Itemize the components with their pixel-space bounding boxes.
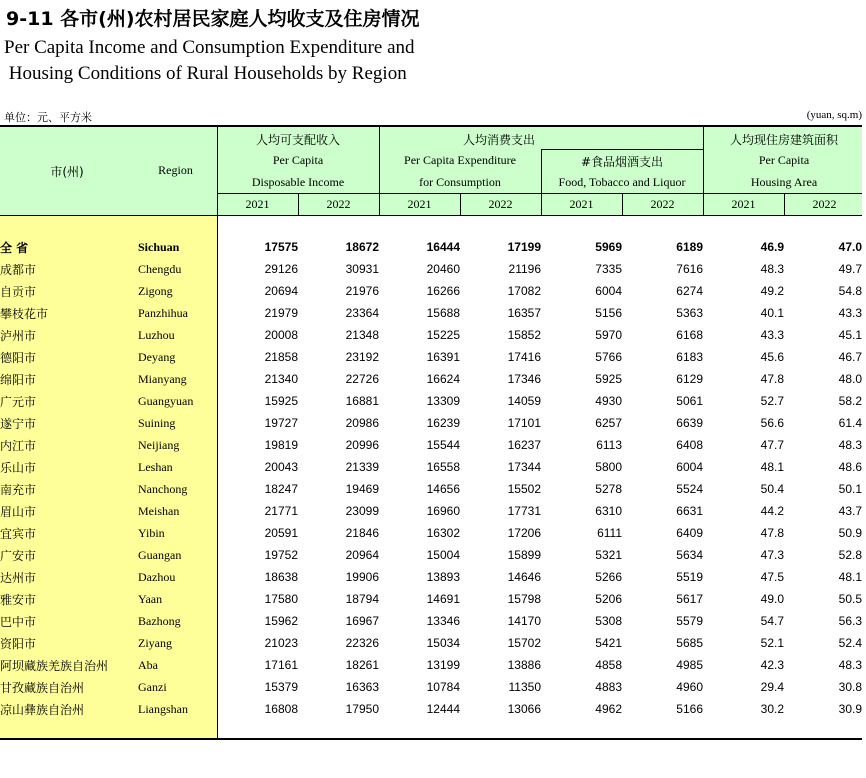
table-row [0,412,862,434]
region-name-chinese: 南充市 [0,482,37,497]
header-income-chinese: 人均可支配收入 [255,133,340,147]
cell-income-2022: 21846 [345,526,379,540]
cell-income-2021: 21858 [264,350,298,364]
cell-income-2022: 18794 [345,592,379,606]
table-row [0,544,862,566]
cell-income-2021: 20694 [264,284,298,298]
table-row [0,258,862,280]
region-name-english: Liangshan [138,701,188,716]
cell-housing-2022: 52.4 [838,636,862,650]
header-rule-food [541,149,703,150]
cell-food-2022: 5685 [676,636,703,650]
cell-food-2022: 6183 [676,350,703,364]
cell-consumption-2022: 15702 [507,636,541,650]
table-row [0,676,862,698]
cell-food-2021: 5766 [595,350,622,364]
cell-food-2021: 5970 [595,328,622,342]
header-housing-english-2: Housing Area [750,175,818,189]
cell-income-2021: 15379 [264,680,298,694]
cell-consumption-2022: 17082 [507,284,541,298]
cell-food-2021: 7335 [595,262,622,276]
header-income-english-1: Per Capita [272,153,324,167]
cell-food-2022: 4960 [676,680,703,694]
cell-consumption-2021: 16624 [426,372,460,386]
region-name-chinese: 乐山市 [0,460,37,475]
cell-consumption-2022: 14646 [507,570,541,584]
region-name-english: Mianyang [138,371,187,386]
cell-consumption-2022: 15798 [507,592,541,606]
cell-income-2022: 22726 [345,372,379,386]
region-name-english: Chengdu [138,261,182,276]
header-housing-english-1: Per Capita [758,153,810,167]
cell-income-2021: 20043 [264,460,298,474]
cell-income-2022: 16881 [345,394,379,408]
cell-income-2022: 16967 [345,614,379,628]
cell-housing-2022: 61.4 [838,416,862,430]
cell-income-2022: 17950 [345,702,379,716]
cell-housing-2021: 56.6 [760,416,784,430]
region-name-chinese: 巴中市 [0,614,37,629]
table-row [0,522,862,544]
region-name-chinese: 眉山市 [0,504,37,519]
cell-consumption-2021: 16558 [426,460,460,474]
region-name-english: Yibin [138,525,165,540]
cell-housing-2021: 47.5 [760,570,784,584]
cell-consumption-2022: 17416 [507,350,541,364]
table-title-english-line2: Housing Conditions of Rural Households by Region [4,63,407,84]
cell-food-2021: 4930 [595,394,622,408]
cell-income-2022: 19469 [345,482,379,496]
header-year-consumption-2021: 2021 [407,197,432,211]
cell-food-2022: 5061 [676,394,703,408]
cell-food-2022: 6409 [676,526,703,540]
region-name-chinese: 攀枝花市 [0,306,49,321]
cell-income-2021: 17575 [264,240,298,254]
header-consumption-chinese: 人均消费支出 [462,133,535,147]
cell-housing-2022: 45.1 [838,328,862,342]
cell-housing-2022: 46.7 [838,350,862,364]
region-name-english: Meishan [138,503,180,518]
cell-income-2021: 20008 [264,328,298,342]
cell-consumption-2021: 14656 [426,482,460,496]
cell-housing-2022: 48.3 [838,438,862,452]
cell-food-2022: 6004 [676,460,703,474]
cell-consumption-2021: 15034 [426,636,460,650]
cell-food-2021: 6310 [595,504,622,518]
unit-label-chinese: 单位：元、平方米 [4,111,92,124]
cell-food-2022: 7616 [676,262,703,276]
table-row [0,478,862,500]
region-name-chinese: 成都市 [0,262,37,277]
cell-income-2022: 20964 [345,548,379,562]
region-name-chinese: 阿坝藏族羌族自治州 [0,658,109,673]
cell-income-2021: 20591 [264,526,298,540]
cell-housing-2021: 40.1 [760,306,784,320]
table-row-total [0,236,862,258]
cell-income-2021: 21023 [264,636,298,650]
cell-housing-2022: 50.9 [838,526,862,540]
region-name-chinese: 资阳市 [0,636,37,651]
cell-food-2021: 6257 [595,416,622,430]
cell-income-2022: 20986 [345,416,379,430]
cell-consumption-2022: 17346 [507,372,541,386]
cell-housing-2022: 48.3 [838,658,862,672]
region-name-chinese: 雅安市 [0,592,37,607]
cell-food-2021: 5266 [595,570,622,584]
header-city-chinese: 市(州) [50,165,84,179]
cell-food-2021: 6113 [596,438,622,452]
table-row [0,632,862,654]
region-name-english: Yaan [138,591,163,606]
cell-consumption-2021: 16391 [426,350,460,364]
cell-housing-2021: 49.2 [760,284,784,298]
cell-consumption-2021: 14691 [426,592,460,606]
cell-food-2021: 4858 [595,658,622,672]
cell-food-2022: 5524 [676,482,703,496]
header-housing-chinese: 人均现住房建筑面积 [729,133,838,147]
cell-consumption-2022: 15852 [507,328,541,342]
header-year-housing-2022: 2022 [812,197,837,211]
cell-food-2021: 6111 [597,526,622,540]
cell-housing-2022: 56.3 [838,614,862,628]
cell-consumption-2022: 16237 [507,438,541,452]
cell-consumption-2021: 16266 [426,284,460,298]
header-year-consumption-2022: 2022 [488,197,513,211]
cell-housing-2021: 48.1 [760,460,784,474]
region-name-english: Luzhou [138,327,175,342]
cell-income-2022: 23192 [345,350,379,364]
header-year-food-2021: 2021 [569,197,594,211]
region-name-english: Nanchong [138,481,188,496]
cell-food-2022: 6639 [676,416,703,430]
cell-food-2022: 6631 [676,504,703,518]
cell-housing-2021: 47.8 [760,526,784,540]
cell-food-2021: 5969 [595,240,622,254]
cell-income-2022: 16363 [345,680,379,694]
cell-consumption-2021: 15544 [426,438,460,452]
table-row [0,302,862,324]
cell-housing-2022: 48.6 [838,460,862,474]
cell-housing-2021: 46.9 [760,240,784,254]
table-row [0,456,862,478]
cell-consumption-2021: 13346 [426,614,460,628]
region-name-english: Dazhou [138,569,176,584]
cell-housing-2021: 44.2 [760,504,784,518]
cell-food-2022: 5579 [676,614,703,628]
region-name-english: Aba [138,657,158,672]
cell-housing-2021: 29.4 [760,680,784,694]
cell-food-2022: 5363 [676,306,703,320]
cell-income-2021: 15962 [264,614,298,628]
cell-consumption-2022: 17731 [507,504,541,518]
region-name-chinese: 泸州市 [0,328,37,343]
cell-consumption-2022: 14059 [507,394,541,408]
cell-food-2021: 5206 [595,592,622,606]
table-title-chinese: 9-11 各市(州)农村居民家庭人均收支及住房情况 [6,8,420,30]
region-name-chinese: 自贡市 [0,284,37,299]
cell-housing-2021: 30.2 [760,702,784,716]
region-name-chinese: 甘孜藏族自治州 [0,680,85,695]
region-name-english: Sichuan [138,239,180,254]
header-year-housing-2021: 2021 [731,197,756,211]
table-row [0,368,862,390]
region-name-english: Bazhong [138,613,181,628]
cell-income-2022: 18261 [345,658,379,672]
cell-food-2021: 5308 [595,614,622,628]
cell-housing-2021: 50.4 [760,482,784,496]
region-name-english: Leshan [138,459,173,474]
cell-consumption-2022: 11350 [508,680,541,694]
cell-food-2022: 6168 [676,328,703,342]
region-name-chinese: 德阳市 [0,350,37,365]
cell-consumption-2021: 13893 [426,570,460,584]
cell-income-2021: 21340 [264,372,298,386]
cell-consumption-2021: 16444 [426,240,460,254]
table-row [0,654,862,676]
cell-consumption-2022: 14170 [507,614,541,628]
cell-food-2021: 4962 [595,702,622,716]
region-name-chinese: 广安市 [0,548,37,563]
region-name-english: Zigong [138,283,173,298]
unit-label-english: (yuan, sq.m) [806,109,862,121]
cell-housing-2021: 52.1 [760,636,784,650]
region-name-chinese: 全 省 [0,240,29,255]
cell-housing-2022: 48.1 [838,570,862,584]
header-region-english: Region [158,163,193,177]
header-income-english-2: Disposable Income [251,175,345,189]
cell-housing-2022: 54.8 [838,284,862,298]
cell-housing-2021: 54.7 [760,614,784,628]
cell-income-2022: 30931 [345,262,379,276]
cell-housing-2022: 47.0 [838,240,862,254]
cell-income-2022: 22326 [345,636,379,650]
cell-income-2022: 23364 [345,306,379,320]
cell-income-2021: 29126 [264,262,298,276]
cell-income-2022: 21976 [345,284,379,298]
cell-food-2021: 5156 [595,306,622,320]
region-name-chinese: 达州市 [0,570,37,585]
cell-consumption-2022: 17344 [507,460,541,474]
cell-food-2022: 5617 [676,592,703,606]
cell-income-2021: 17580 [264,592,298,606]
cell-income-2021: 18247 [264,482,298,496]
cell-consumption-2022: 17101 [507,416,541,430]
cell-income-2022: 19906 [345,570,379,584]
cell-consumption-2021: 13309 [426,394,460,408]
header-rule-years-top [217,193,862,194]
region-name-chinese: 广元市 [0,394,37,409]
cell-consumption-2021: 12444 [426,702,460,716]
cell-consumption-2022: 13066 [507,702,541,716]
cell-housing-2021: 47.7 [760,438,784,452]
table-row [0,346,862,368]
cell-income-2021: 19727 [264,416,298,430]
cell-consumption-2021: 13199 [426,658,460,672]
cell-housing-2022: 30.8 [838,680,862,694]
cell-income-2021: 21979 [264,306,298,320]
cell-housing-2021: 42.3 [760,658,784,672]
cell-food-2022: 5634 [676,548,703,562]
header-consumption-english-2: for Consumption [419,175,501,189]
table-row [0,390,862,412]
cell-food-2022: 6408 [676,438,703,452]
cell-income-2022: 18672 [345,240,379,254]
table-bottom-rule [0,738,862,740]
cell-income-2021: 19752 [264,548,298,562]
cell-consumption-2021: 15688 [426,306,460,320]
cell-housing-2022: 48.0 [838,372,862,386]
cell-food-2022: 4985 [676,658,703,672]
cell-food-2022: 5519 [676,570,703,584]
cell-food-2021: 5800 [595,460,622,474]
cell-housing-2022: 43.3 [838,306,862,320]
cell-income-2021: 19819 [264,438,298,452]
table-row [0,500,862,522]
table-row [0,324,862,346]
region-name-english: Guangyuan [138,393,194,408]
cell-income-2021: 21771 [264,504,298,518]
cell-food-2021: 5321 [595,548,622,562]
cell-food-2021: 5925 [595,372,622,386]
cell-housing-2022: 30.9 [838,702,862,716]
cell-consumption-2022: 16357 [507,306,541,320]
cell-housing-2022: 58.2 [838,394,862,408]
cell-income-2021: 17161 [264,658,298,672]
header-year-income-2022: 2022 [326,197,351,211]
cell-housing-2021: 43.3 [760,328,784,342]
cell-food-2021: 5278 [595,482,622,496]
cell-food-2022: 6274 [676,284,703,298]
cell-food-2021: 4883 [595,680,622,694]
cell-housing-2022: 49.7 [838,262,862,276]
cell-consumption-2021: 10784 [426,680,460,694]
table-row [0,588,862,610]
data-table [0,236,862,720]
cell-income-2021: 16808 [264,702,298,716]
cell-food-2021: 6004 [595,284,622,298]
cell-consumption-2021: 15225 [426,328,460,342]
table-row [0,566,862,588]
cell-consumption-2022: 17199 [507,240,541,254]
cell-food-2022: 6189 [676,240,703,254]
cell-consumption-2022: 13886 [507,658,541,672]
cell-housing-2021: 45.6 [760,350,784,364]
cell-income-2022: 23099 [345,504,379,518]
cell-consumption-2022: 15502 [507,482,541,496]
cell-housing-2021: 47.8 [760,372,784,386]
region-name-english: Ganzi [138,679,167,694]
table-row [0,280,862,302]
table-title-english-line1: Per Capita Income and Consumption Expenditure and [4,37,415,58]
region-name-english: Ziyang [138,635,172,650]
region-name-chinese: 凉山彝族自治州 [0,702,85,717]
cell-housing-2022: 52.8 [838,548,862,562]
cell-consumption-2021: 15004 [426,548,460,562]
cell-housing-2022: 50.5 [838,592,862,606]
region-name-chinese: 宜宾市 [0,526,37,541]
cell-consumption-2021: 20460 [426,262,460,276]
cell-housing-2021: 48.3 [760,262,784,276]
header-year-food-2022: 2022 [650,197,675,211]
region-name-english: Neijiang [138,437,180,452]
cell-consumption-2021: 16239 [426,416,460,430]
cell-consumption-2021: 16302 [426,526,460,540]
region-name-chinese: 遂宁市 [0,416,37,431]
cell-housing-2022: 43.7 [838,504,862,518]
region-name-english: Suining [138,415,176,430]
cell-income-2022: 21348 [345,328,379,342]
cell-housing-2021: 49.0 [760,592,784,606]
cell-consumption-2021: 16960 [426,504,460,518]
cell-income-2021: 18638 [264,570,298,584]
table-body [0,236,862,720]
header-food-english: Food, Tobacco and Liquor [558,175,686,189]
header-consumption-english-1: Per Capita Expenditure [404,153,516,167]
header-rule-bottom [0,215,862,216]
cell-food-2022: 5166 [676,702,703,716]
header-food-chinese: #食品烟酒支出 [580,155,664,169]
cell-income-2021: 15925 [264,394,298,408]
cell-consumption-2022: 21196 [508,262,541,276]
cell-consumption-2022: 15899 [507,548,541,562]
region-name-english: Panzhihua [138,305,188,320]
cell-food-2022: 6129 [676,372,703,386]
table-row [0,698,862,720]
region-name-english: Deyang [138,349,176,364]
cell-housing-2021: 52.7 [760,394,784,408]
cell-housing-2022: 50.1 [838,482,862,496]
region-name-chinese: 绵阳市 [0,372,37,387]
region-name-english: Guangan [138,547,182,562]
table-row [0,434,862,456]
header-year-income-2021: 2021 [245,197,270,211]
cell-housing-2021: 47.3 [760,548,784,562]
table-row [0,610,862,632]
cell-food-2021: 5421 [595,636,622,650]
cell-income-2022: 20996 [345,438,379,452]
region-name-chinese: 内江市 [0,438,37,453]
cell-income-2022: 21339 [345,460,379,474]
cell-consumption-2022: 17206 [507,526,541,540]
